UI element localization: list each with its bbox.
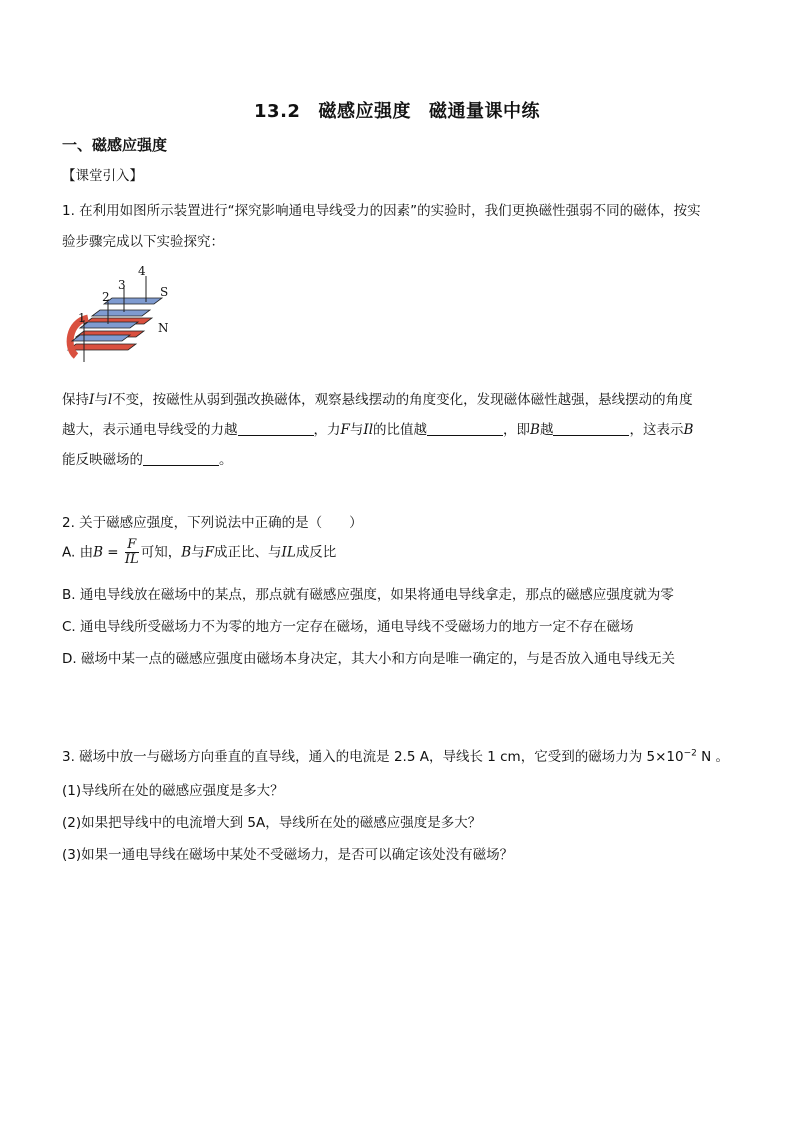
q3-part1: (1)导线所在处的磁感应强度是多大？ xyxy=(62,783,284,799)
q2-option-a[interactable]: A. 由B = $\frac{F}{IL}$ 可知，B与F成正比、与IL成反比 xyxy=(62,537,337,567)
section-heading: 一、磁感应强度 xyxy=(62,136,168,154)
title-name: 磁感应强度 xyxy=(318,101,411,122)
intro-label: 【课堂引入】 xyxy=(62,168,143,184)
answer-blank-4[interactable] xyxy=(143,451,219,466)
answer-blank-1[interactable] xyxy=(238,421,314,436)
q2-option-d[interactable]: D. 磁场中某一点的磁感应强度由磁场本身决定，其大小和方向是唯一确定的，与是否放入通电导线无关 xyxy=(62,651,675,667)
page-title xyxy=(0,97,794,123)
label-1: 1 xyxy=(78,311,86,325)
label-n: N xyxy=(158,321,169,335)
label-2: 2 xyxy=(102,290,110,304)
q1-line2: 验步骤完成以下实验探究： xyxy=(62,234,224,250)
title-number: 13.2 xyxy=(254,101,301,122)
q2-option-c[interactable]: C. 通电导线所受磁场力不为零的地方一定存在磁场，通电导线不受磁场力的地方一定不存在磁场 xyxy=(62,619,634,635)
label-4: 4 xyxy=(138,264,146,278)
answer-blank-2[interactable] xyxy=(427,421,503,436)
q3-stem: 3. 磁场中放一与磁场方向垂直的直导线，通入的电流是 2.5 A，导线长 1 cm，它受到的磁场力为 $5\times 10^{-2}$ N 。 xyxy=(62,748,730,765)
q3-part2: (2)如果把导线中的电流增大到 5A，导线所在处的磁感应强度是多大？ xyxy=(62,815,482,831)
q2-stem: 2. 关于磁感应强度，下列说法中正确的是（ ） xyxy=(62,515,363,531)
answer-blank-3[interactable] xyxy=(553,421,629,436)
q1-para-line3: 能反映磁场的 。 xyxy=(62,452,233,468)
title-subtitle: 磁通量课中练 xyxy=(428,101,540,122)
formula-fraction: $\frac{F}{IL}$ xyxy=(124,537,139,567)
label-3: 3 xyxy=(118,278,126,292)
q1-line1: 1. 在利用如图所示装置进行“探究影响通电导线受力的因素”的实验时，我们更换磁性强弱不同的磁体，按实 xyxy=(62,203,701,219)
q3-part3: (3)如果一通电导线在磁场中某处不受磁场力，是否可以确定该处没有磁场？ xyxy=(62,847,514,863)
magnet-apparatus-figure xyxy=(62,262,172,370)
label-s: S xyxy=(160,285,169,299)
q2-option-b[interactable]: B. 通电导线放在磁场中的某点，那点就有磁感应强度，如果将通电导线拿走，那点的磁感应强度就为零 xyxy=(62,587,674,603)
q1-para-line1: 保持I与l不变，按磁性从弱到强改换磁体，观察悬线摆动的角度变化，发现磁体磁性越强，悬线摆动的角度 xyxy=(62,392,693,408)
q1-para-line2: 越大，表示通电导线受的力越 ，力F与Il的比值越 ，即B越 ，这表示B xyxy=(62,422,694,438)
